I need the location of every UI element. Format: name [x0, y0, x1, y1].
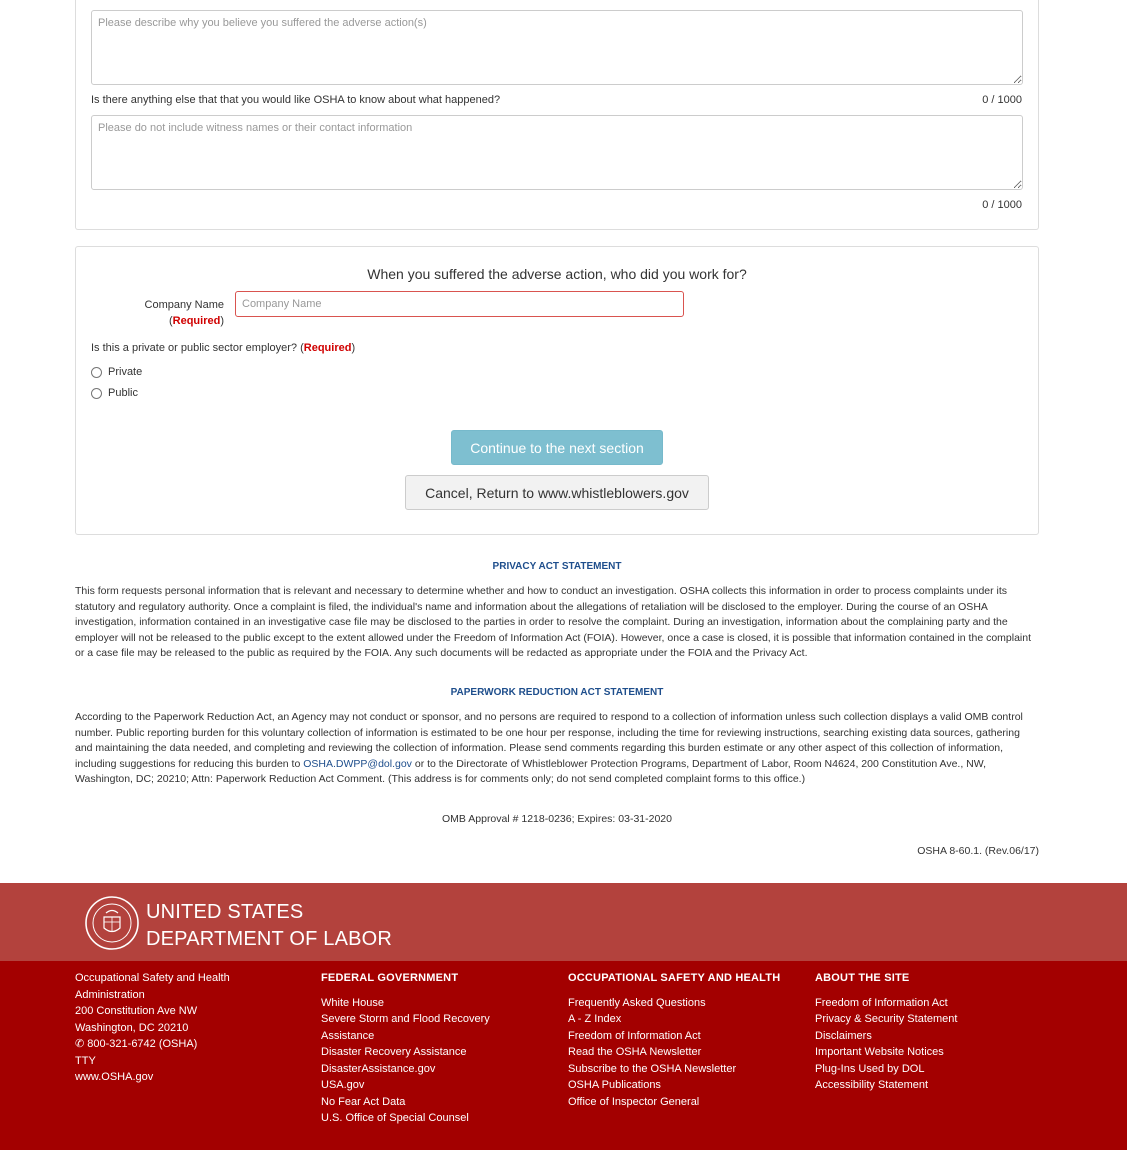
osh-heading: OCCUPATIONAL SAFETY AND HEALTH — [568, 972, 781, 984]
anything-else-question-label: Is there anything else that that you would like OSHA to know about what happened? — [91, 94, 501, 106]
osha-site-link[interactable]: www.OSHA.gov — [75, 1071, 154, 1083]
footer-link[interactable]: Plug-Ins Used by DOL — [815, 1062, 925, 1075]
paperwork-text-part2: or to the Directorate of Whistleblower Protection Programs, Department of Labor, Room N4624, 200 Constitution Ave., NW, Washington, DC; 20210; Attn: Paperwork Reduction Act Comment. (This address is for comments only; do not send completed complaint forms to this office.) — [75, 757, 987, 786]
form-revision: OSHA 8-60.1. (Rev.06/17) — [917, 845, 1039, 857]
public-label: Public — [108, 387, 138, 399]
phone-number: 800-321-6742 (OSHA) — [87, 1038, 198, 1050]
footer-links — [0, 961, 1127, 1150]
company-name-label: Company Name (Required) — [144, 299, 224, 327]
footer-link[interactable]: Privacy & Security Statement — [815, 1013, 958, 1025]
cancel-button[interactable]: Cancel, Return to www.whistleblowers.gov — [405, 475, 709, 510]
footer-link[interactable]: Subscribe to the OSHA Newsletter — [568, 1062, 737, 1075]
private-label: Private — [108, 366, 143, 378]
address-city: Washington, DC 20210 — [75, 1021, 189, 1034]
paperwork-text — [75, 710, 1039, 788]
phone-icon: ✆ — [75, 1038, 85, 1050]
footer-link[interactable]: U.S. Office of Special Counsel — [321, 1112, 469, 1124]
char-counter: 0 / 1000 — [982, 94, 1022, 106]
federal-heading: FEDERAL GOVERNMENT — [321, 972, 459, 984]
sector-question-label: Is this a private or public sector employer? (Required) — [91, 342, 356, 354]
footer-address — [75, 970, 275, 1086]
anything-else-textarea[interactable] — [91, 115, 1023, 190]
required-marker: Required — [172, 315, 221, 327]
footer-agency-band — [0, 883, 1127, 961]
continue-button[interactable]: Continue to the next section — [451, 430, 663, 465]
footer-link[interactable]: No Fear Act Data — [321, 1095, 406, 1108]
footer-link[interactable]: DisasterAssistance.gov — [321, 1062, 436, 1075]
employer-panel — [75, 246, 1039, 535]
dol-name[interactable] — [146, 899, 392, 953]
private-option[interactable] — [91, 366, 142, 378]
footer-link[interactable]: USA.gov — [321, 1079, 365, 1091]
paperwork-text-part1: According to the Paperwork Reduction Act, an Agency may not conduct or sponsor, and no persons are required to respond to a collection of information unless such collection displays a valid OMB control number. Public reporting burden for this voluntary collection of information is estimated to be one hour per response, including the time for reviewing instructions, searching existing data sources, gathering and maintaining the data needed, and completing and reviewing the collection of information. Please send comments regarding this burden estimate or any other aspect of this collection of information, including suggestions for reducing this burden to — [75, 711, 1023, 770]
footer-about-column — [815, 970, 1035, 1094]
tty-link[interactable]: TTY — [75, 1054, 96, 1067]
footer-link[interactable]: Disaster Recovery Assistance — [321, 1046, 467, 1058]
footer-link[interactable]: A - Z Index — [568, 1013, 622, 1025]
footer-link[interactable]: Disclaimers — [815, 1029, 872, 1042]
address-street: 200 Constitution Ave NW — [75, 1005, 198, 1017]
about-heading: ABOUT THE SITE — [815, 972, 910, 984]
footer-link[interactable]: White House — [321, 996, 384, 1009]
public-option[interactable] — [91, 387, 138, 399]
privacy-text: This form requests personal information that is relevant and necessary to determine whether and how to conduct an investigation. OSHA collects this information in order to process complaints under its statutory and regulatory authority. Once a complaint is filed, the individual's name and information about the allegations of retaliation will be disclosed to the employer. During the course of an OSHA investigation, information contained in an investigative case file may be disclosed to the parties in order to resolve the complaint. During an investigation, information about the complaining party and the employer will not be released to the public except to the extent allowed under the Freedom of Information Act (FOIA). However, once a case is closed, it is possible that information contained in the complaint or a case file may be released to the public as required by the FOIA. Any such documents will be redacted as appropriate under the FOIA and the Privacy Act. — [75, 585, 1032, 660]
dol-name-line2: DEPARTMENT OF LABOR — [146, 928, 393, 950]
char-counter: 0 / 1000 — [982, 199, 1022, 211]
footer-federal-column — [321, 970, 531, 1127]
footer-osh-column — [568, 970, 808, 1110]
footer-link[interactable]: Freedom of Information Act — [568, 1029, 701, 1042]
phone-line[interactable] — [75, 1036, 275, 1053]
dol-name-line1: UNITED STATES — [146, 901, 304, 923]
company-name-input[interactable] — [235, 291, 684, 317]
reason-textarea[interactable] — [91, 10, 1023, 85]
dwpp-email-link[interactable]: OSHA.DWPP@dol.gov — [303, 757, 412, 770]
footer-link[interactable]: Freedom of Information Act — [815, 996, 948, 1009]
footer-link[interactable]: Frequently Asked Questions — [568, 996, 706, 1009]
private-radio[interactable] — [91, 367, 102, 378]
agency-name: Occupational Safety and Health Administration — [75, 972, 230, 1001]
sector-question-text: Is this a private or public sector employer? — [91, 342, 298, 354]
public-radio[interactable] — [91, 388, 102, 399]
footer-link[interactable]: OSHA Publications — [568, 1079, 661, 1091]
required-marker: Required — [303, 342, 352, 354]
employer-section-title: When you suffered the adverse action, who did you work for? — [367, 266, 747, 282]
footer-link[interactable]: Office of Inspector General — [568, 1095, 700, 1108]
footer-link[interactable]: Read the OSHA Newsletter — [568, 1046, 702, 1058]
dol-seal-icon[interactable] — [84, 895, 140, 951]
footer-link[interactable]: Severe Storm and Flood Recovery Assistance — [321, 1013, 490, 1042]
company-label-text: Company Name — [144, 299, 224, 311]
footer-link[interactable]: Important Website Notices — [815, 1046, 944, 1058]
footer-link[interactable]: Accessibility Statement — [815, 1079, 929, 1091]
privacy-heading: PRIVACY ACT STATEMENT — [492, 561, 622, 572]
adverse-action-panel — [75, 0, 1039, 230]
paperwork-heading: PAPERWORK REDUCTION ACT STATEMENT — [450, 687, 664, 698]
omb-approval: OMB Approval # 1218-0236; Expires: 03-31-2020 — [442, 813, 672, 825]
